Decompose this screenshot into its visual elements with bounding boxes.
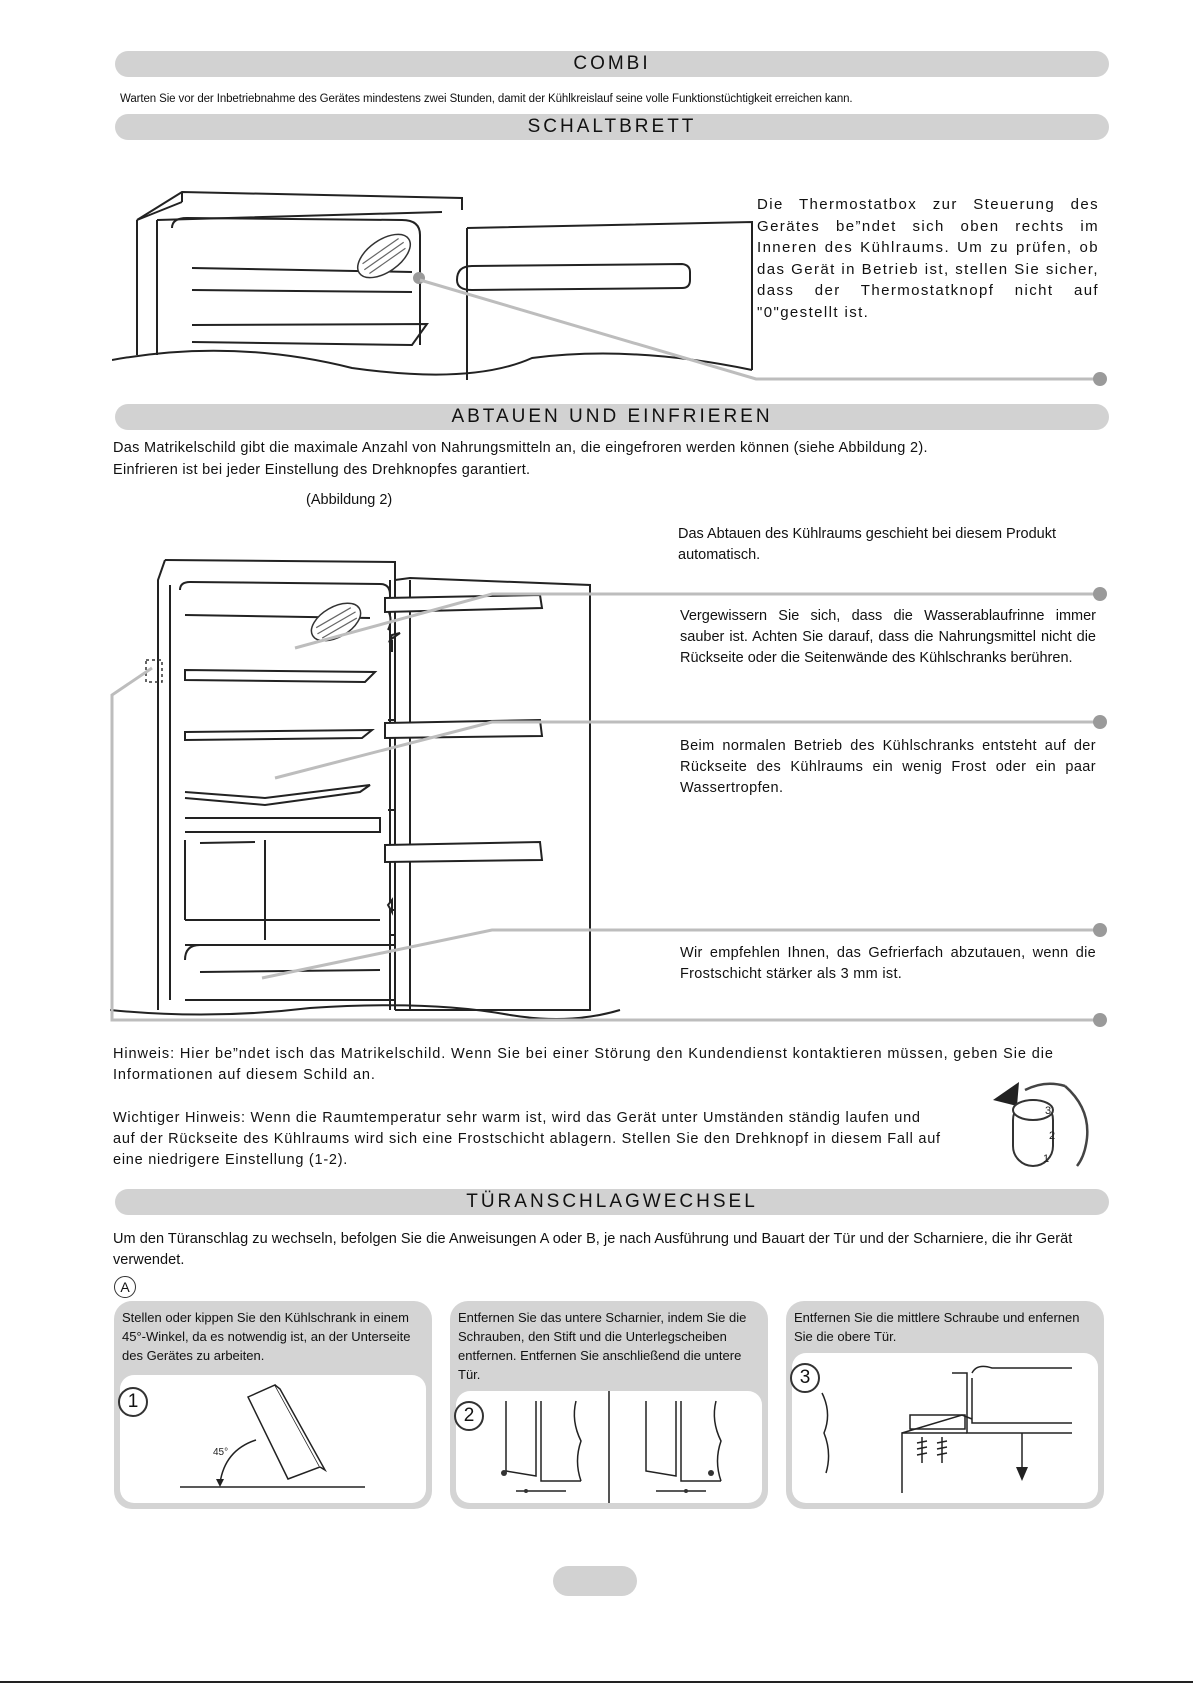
step-2-text: Entfernen Sie das untere Scharnier, indem Sie die Schrauben, den Stift und die Unterlegscheiben entfernen. Entfernen Sie anschließend die untere Tür. <box>458 1310 747 1382</box>
intro-text: Warten Sie vor der Inbetriebnahme des Gerätes mindestens zwei Stunden, damit der Kühlkreislauf seine volle Funktionstüchtigkeit erreichen kann. <box>120 93 853 105</box>
section-title: TÜRANSCHLAGWECHSEL <box>466 1191 758 1212</box>
page-number-badge <box>553 1566 637 1596</box>
wichtiger-hinweis-text: Wichtiger Hinweis: Wenn die Raumtemperatur sehr warm ist, wird das Gerät unter Umständen ständig laufen und auf der Rückseite des Kühlraums wird sich eine Frostschicht ablagern. Stellen Sie den Drehknopf in diesem Fall auf eine niedrigere Einstellung (1-2). <box>113 1110 941 1168</box>
step-1-text: Stellen oder kippen Sie den Kühlschrank in einem 45°-Winkel, da es notwendig ist, an der Unterseite des Gerätes zu arbeiten. <box>122 1310 411 1363</box>
step-panel-1 <box>114 1301 432 1509</box>
knob-label-3: 3 <box>1045 1105 1052 1117</box>
step-panel-3 <box>786 1301 1104 1509</box>
thermostat-text: Die Thermostatbox zur Steuerung des Gerätes be”ndet sich oben rechts im Inneren des Kühlraums. Um zu prüfen, ob das Gerät in Betrieb ist, stellen Sie sicher, dass der Thermostatknopf nicht auf "0"gestellt ist. <box>757 196 1099 321</box>
bottom-rule <box>0 1681 1193 1683</box>
step-3-number: 3 <box>790 1363 820 1393</box>
abtauen-line2: Einfrieren ist bei jeder Einstellung des Drehknopfes garantiert. <box>113 462 531 478</box>
step-2-number: 2 <box>454 1401 484 1431</box>
tilted-fridge-icon <box>120 1375 426 1503</box>
hinge-removal-icon <box>456 1391 762 1503</box>
step-3-figure <box>792 1353 1098 1503</box>
tueranschlag-intro: Um den Türanschlag zu wechseln, befolgen Sie die Anweisungen A oder B, je nach Ausführung und Bauart der Tür und der Scharniere, die ihr Gerät verwendet. <box>113 1231 1073 1268</box>
step-panel-2 <box>450 1301 768 1509</box>
knob-label-1: 1 <box>1043 1153 1050 1165</box>
abtauen-callout2: Vergewissern Sie sich, dass die Wasserablaufrinne immer sauber ist. Achten Sie darauf, dass die Nahrungsmittel nicht die Rückseite oder die Seitenwände des Kühlschranks berühren. <box>680 608 1096 666</box>
section-header-tueranschlag <box>115 1189 1109 1215</box>
abtauen-line1: Das Matrikelschild gibt die maximale Anzahl von Nahrungsmitteln an, die eingefroren werden können (siehe Abbildung 2). <box>113 440 928 456</box>
section-title: SCHALTBRETT <box>527 116 697 137</box>
figure-label: (Abbildung 2) <box>306 492 393 508</box>
section-title: COMBI <box>573 53 651 74</box>
step-2-figure <box>456 1391 762 1503</box>
abtauen-callout3: Beim normalen Betrieb des Kühlschranks entsteht auf der Rückseite des Kühlraums ein wenig Frost oder ein paar Wassertropfen. <box>680 738 1096 796</box>
angle-label: 45° <box>213 1447 229 1458</box>
option-a-badge: A <box>114 1276 136 1298</box>
rotate-arrow-icon <box>993 1082 1019 1106</box>
hinweis-text: Hinweis: Hier be”ndet isch das Matrikelschild. Wenn Sie bei einer Störung den Kundendienst kontaktieren müssen, geben Sie die Informationen auf diesem Schild an. <box>113 1046 1054 1083</box>
step-1-figure <box>120 1375 426 1503</box>
knob-label-2: 2 <box>1049 1130 1056 1142</box>
middle-hinge-icon <box>792 1353 1098 1503</box>
down-arrow-icon <box>1016 1467 1028 1481</box>
section-title: ABTAUEN UND EINFRIEREN <box>451 406 773 427</box>
abtauen-callout4: Wir empfehlen Ihnen, das Gefrierfach abzutauen, wenn die Frostschicht stärker als 3 mm ist. <box>680 945 1096 982</box>
step-3-text: Entfernen Sie die mittlere Schraube und enfernen Sie die obere Tür. <box>794 1310 1080 1344</box>
knob-illustration <box>985 1078 1095 1173</box>
abtauen-callout1: Das Abtauen des Kühlraums geschieht bei diesem Produkt automatisch. <box>678 526 1057 563</box>
step-1-number: 1 <box>118 1387 148 1417</box>
